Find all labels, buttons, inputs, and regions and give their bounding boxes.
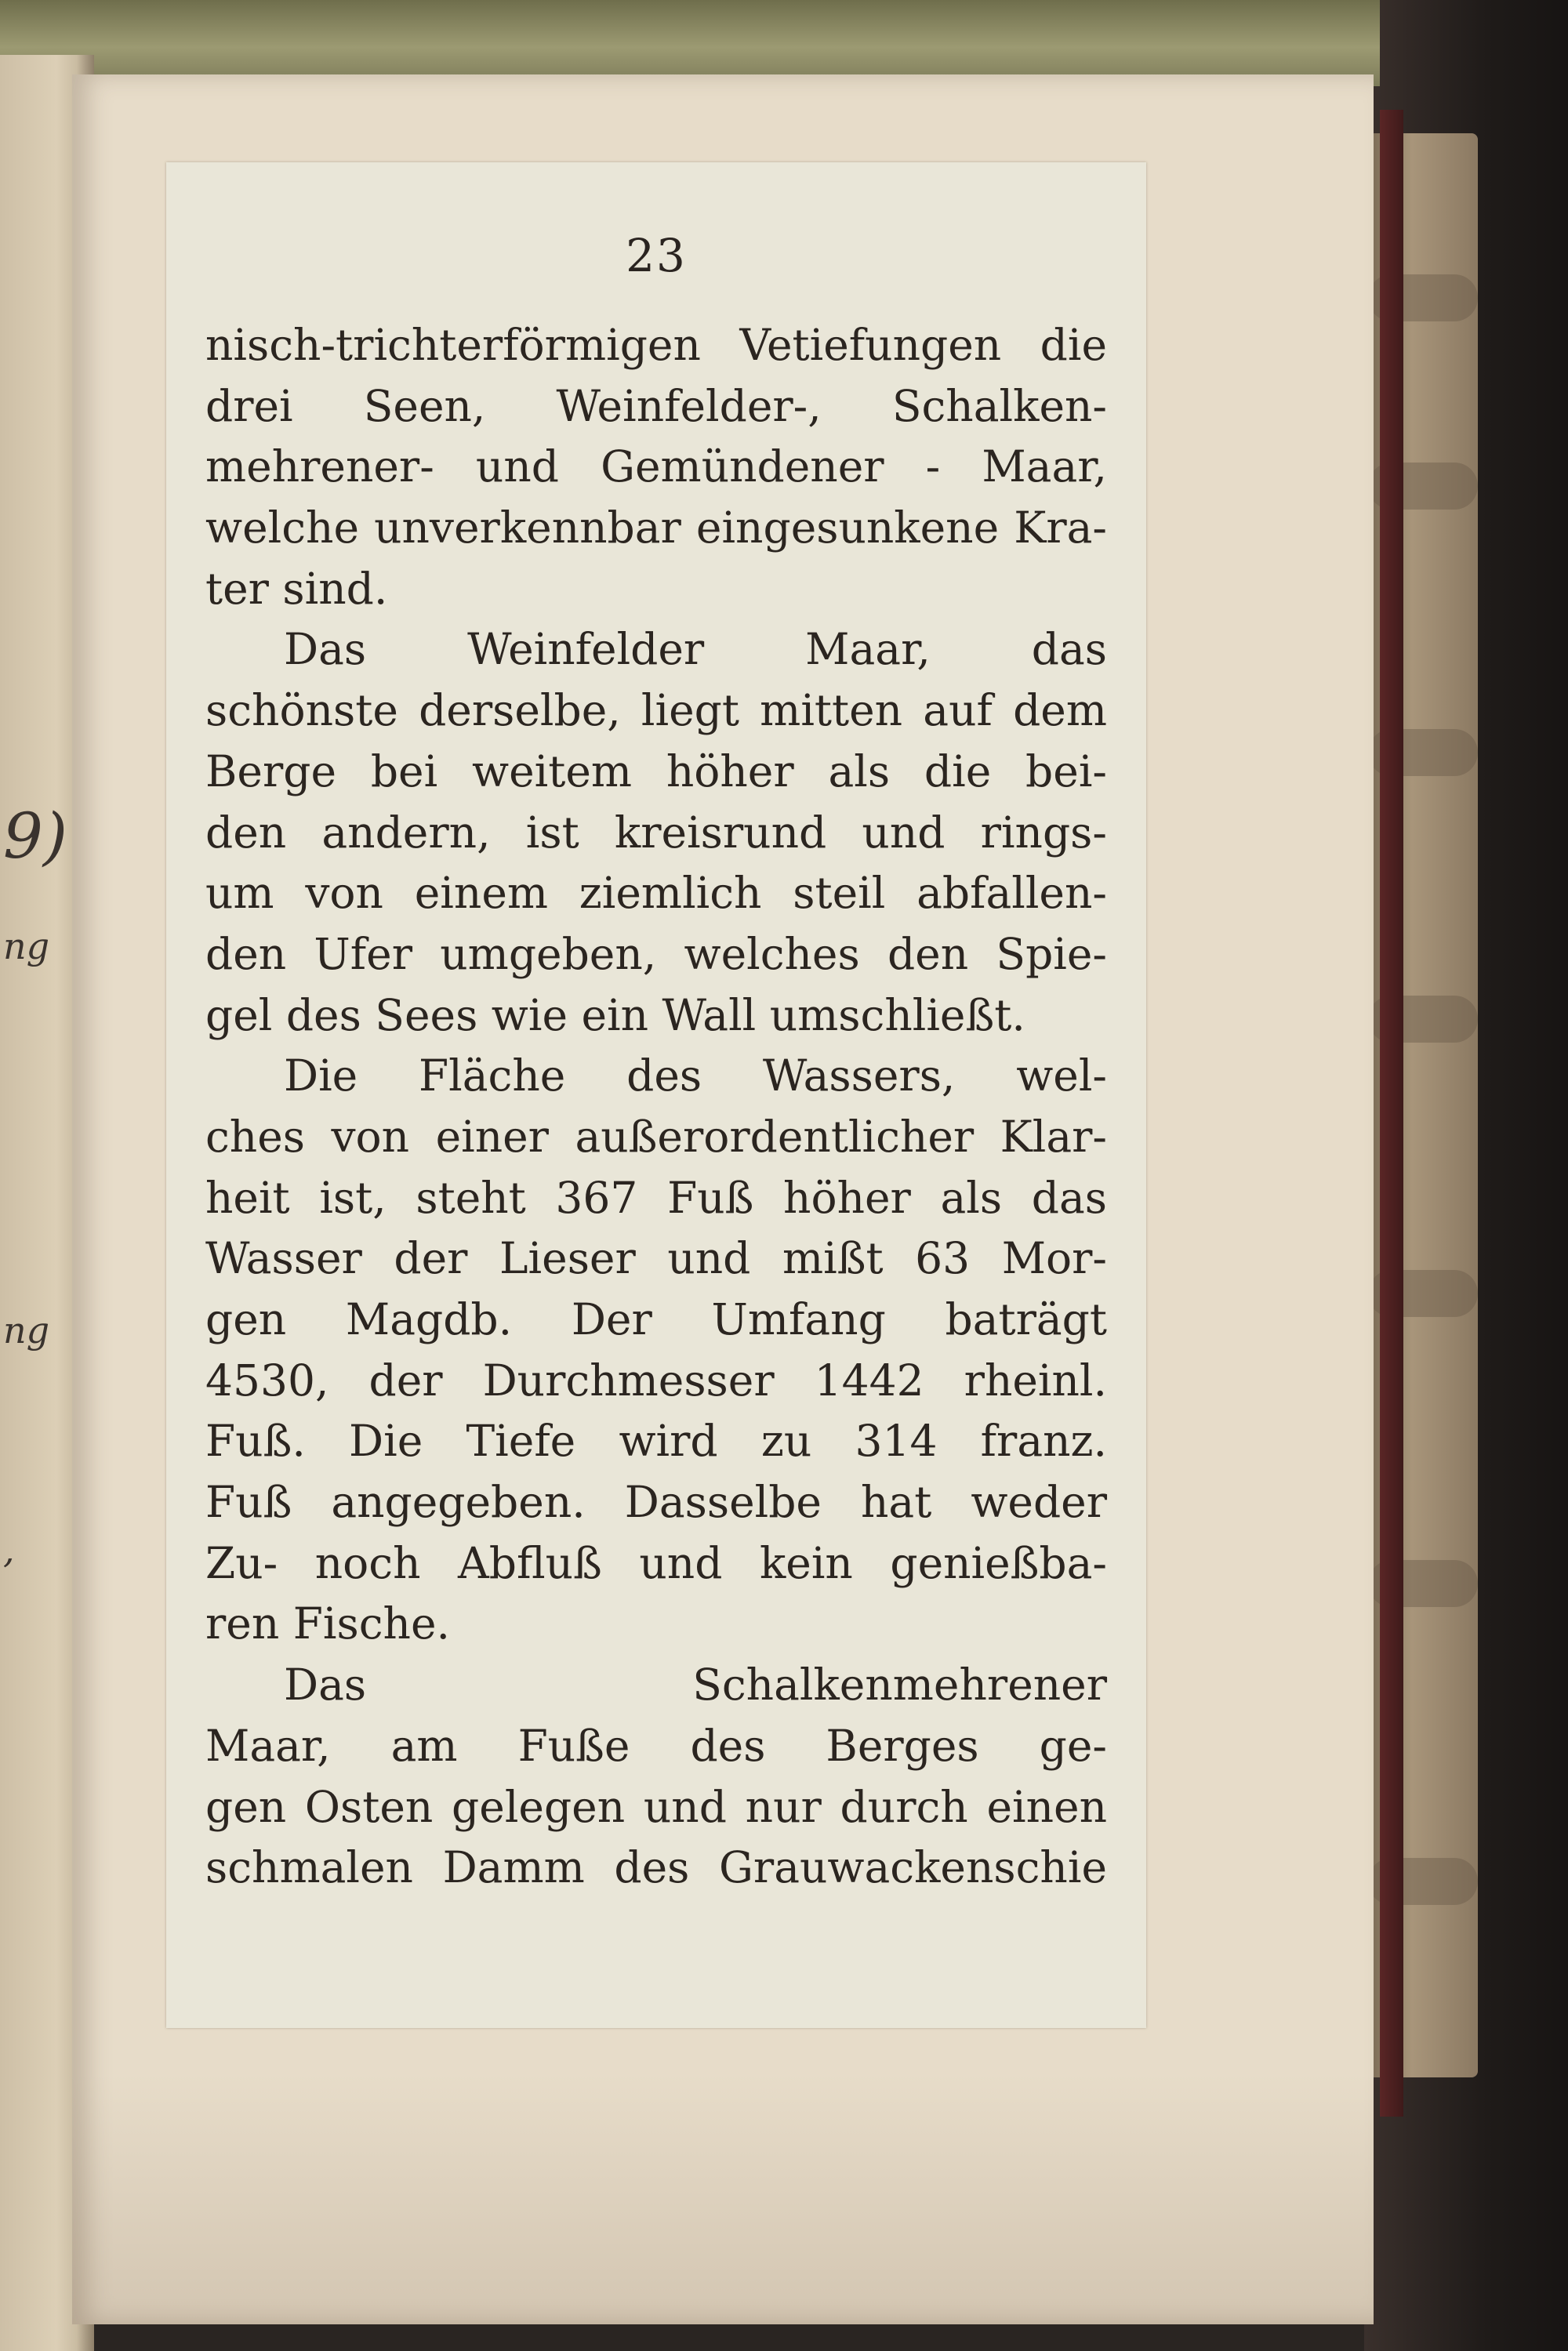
text-line: schmalen Damm des Grauwackenschie — [205, 1842, 1107, 1893]
text-line: welche unverkennbar eingesunkene Kra- — [205, 502, 1107, 553]
page-number: 23 — [626, 229, 687, 282]
text-line: schönste derselbe, liegt mitten auf dem — [205, 685, 1107, 736]
text-line: gel des Sees wie ein Wall umschließt. — [205, 989, 1025, 1040]
text-line: ter sind. — [205, 563, 388, 614]
margin-note: 9) — [3, 800, 68, 873]
text-line: Fuß angegeben. Dasselbe hat weder — [205, 1477, 1107, 1528]
text-line: Das Schalkenmehrener — [284, 1660, 1107, 1711]
body-text — [205, 315, 1107, 1899]
margin-note: ng — [3, 1309, 50, 1351]
text-line: den andern, ist kreisrund und rings- — [205, 807, 1107, 858]
book-top-edge — [0, 0, 1380, 86]
text-line: Fuß. Die Tiefe wird zu 314 franz. — [205, 1416, 1107, 1467]
book-page — [72, 74, 1374, 2324]
text-line: mehrener- und Gemündener - Maar, — [205, 441, 1107, 492]
spine-band — [1380, 110, 1403, 2117]
text-line: gen Osten gelegen und nur durch einen — [205, 1781, 1107, 1832]
pasted-text-slip — [166, 162, 1146, 2028]
text-line: den Ufer umgeben, welches den Spie- — [205, 928, 1107, 979]
text-line: ren Fische. — [205, 1598, 450, 1649]
margin-note: , — [3, 1529, 15, 1571]
text-line: ches von einer außerordentlicher Klar- — [205, 1111, 1107, 1162]
text-line: heit ist, steht 367 Fuß höher als das — [205, 1172, 1107, 1223]
text-line: gen Magdb. Der Umfang baträgt — [205, 1294, 1107, 1344]
text-line: Wasser der Lieser und mißt 63 Mor- — [205, 1233, 1107, 1284]
text-line: Das Weinfelder Maar, das — [284, 624, 1107, 675]
text-line: Die Fläche des Wassers, wel- — [284, 1050, 1107, 1101]
text-line: 4530, der Durchmesser 1442 rheinl. — [205, 1355, 1107, 1406]
text-line: nisch-trichterförmigen Vetiefungen die — [205, 320, 1107, 370]
text-line: Berge bei weitem höher als die bei- — [205, 746, 1107, 796]
text-line: drei Seen, Weinfelder-, Schalken- — [205, 380, 1107, 431]
margin-note: ng — [3, 925, 50, 967]
text-line: um von einem ziemlich steil abfallen- — [205, 868, 1107, 919]
text-line: Maar, am Fuße des Berges ge- — [205, 1720, 1107, 1771]
text-line: Zu- noch Abfluß und kein genießba- — [205, 1537, 1107, 1588]
